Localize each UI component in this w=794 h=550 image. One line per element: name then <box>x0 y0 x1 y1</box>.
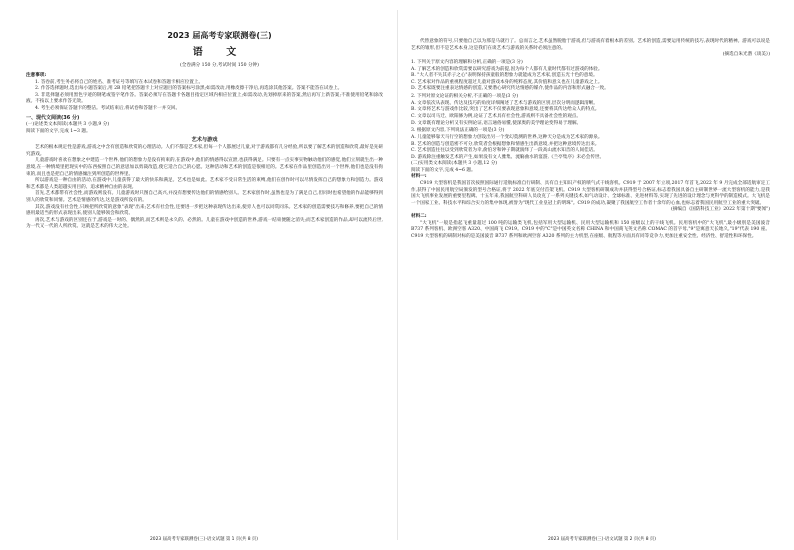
question-1-option-a: A. 了解艺术的创造和欣赏需要以研究游戏为前提,因为每个人都有儿童时代都有过游戏的体验。 <box>411 66 603 72</box>
question-2-option-b: B. 文章将艺术与游戏作比较,突出了艺术不仅要表现意象和意境,还要将其传达给众人的特点。 <box>411 107 600 113</box>
exam-title: 2023 届高考专家联测卷(三) <box>167 31 272 40</box>
article-paragraph: 再次,艺术与游戏的区别还在于,游戏是一时的、偶然的,而艺术则是永久的、必然的。儿童在游戏中创造的世界,游戏一结束便随之消失;而艺术家创造的作品,却可以流传后世,为一代又一代的人所欣赏。这就是艺术的伟大之处。 <box>26 217 383 230</box>
notice-item: 4. 考生必须保证答题卡的整洁。考试结束后,将试卷和答题卡一并交回。 <box>35 105 181 111</box>
subsection-heading: (二)实用类文本阅读(本题共 3 小题,12 分) <box>411 161 498 167</box>
question-2-option-a: A. 文章依次从表现、传达及技巧的角度详细阐述了艺术与游戏的区别,层次分明而逻辑清晰。 <box>411 100 598 106</box>
question-1: 1. 下列关于原文内容的理解和分析,正确的一项是(3 分) <box>411 59 523 65</box>
question-1-option-c: C. 艺术家对作品的重视程度超过儿童对游戏本身的纯粹态度,其价值和意义也在儿童游戏之上。 <box>411 79 603 85</box>
notice-item: 2. 作答选择题时,选出每小题答案后,用 2B 铅笔把答题卡上对应题目的答案标号涂黑;如需改动,用橡皮擦干净后,再选涂其他答案。答案不能答在试卷上。 <box>35 86 343 92</box>
article-paragraph: 艺术的根本规定性是游戏,游戏之中含有创造和欣赏的心理活动。人们不都是艺术家,但每一个人都展过儿童,对于游戏都有几分经验,所以要了解艺术的创造和欣赏,最好是先研究游戏。 <box>26 145 383 157</box>
page-footer-right: 2023 届高考专家联测卷(三)·语文试题 第 2 页(共 8 页) <box>548 537 657 542</box>
article-paragraph: 其次,游戏没有社会性,只顾把所欣赏的意象"表现"出来;艺术有社会性,还要进一步把这种表现传达出来,使旁人也可以同赏同乐。艺术家的创造需要技巧和修养,要把自己的情感用最适当的形式表现出来,使别人能够领会和欣赏。 <box>26 204 383 217</box>
subject-title: 语 文 <box>192 47 247 58</box>
question-3-option-d: D. 游戏除注重触发艺术的产生,如果没有文人雅集、流觞曲水的宴游,《兰亭集序》未必会传世。 <box>411 154 605 160</box>
right-page <box>397 0 794 550</box>
article-paragraph: 儿童游戏时喜欢在想象之中建造一个世界,他们的想象力是没有拘束的,在游戏中,他们的情感得以宣泄,也获得满足。只要有一点实事实物触动他们的感觉,他们立刻就生出一种意境,在一种情境里把现实中的东西按照自己的意思加以剪裁改造,使它适合自己的心愿。这种活动和艺术的创造是很相近的。艺术家在作品里创造出另一个世界,他们也是没有拘束的,而且也是把自己的情感倾注到所创造的世界里。 <box>26 158 383 177</box>
notice-heading: 注意事项: <box>26 73 47 78</box>
material-2-label: 材料二: <box>411 214 427 220</box>
question-2: 2. 下列对原文论证的相关分析,不正确的一项是(3 分) <box>411 93 519 99</box>
exam-meta: (全卷满分 150 分,考试时间 150 分钟) <box>180 63 259 68</box>
notice-item: 3. 非选择题必须用黑色字迹的钢笔或签字笔作答。答案必须写在答题卡各题目指定区域内相应位置上;如需改动,先划掉原来的答案,然后再写上新答案;不准使用铅笔和涂改液。不按以上要求作答无效。 <box>26 92 383 105</box>
article-paragraph: 首先,艺术都带有社会性,而游戏则没有。儿童游戏时只图自己高兴,并没有想要传达他们的情感给别人。艺术家创作时,虽然也是为了满足自己,但同时也希望他的作品能够得到别人的欣赏和同情。艺术是情感的传达,这是游戏所没有的。 <box>26 191 383 203</box>
article-source: (摘选自朱光潜《谈美》) <box>722 52 770 58</box>
question-1-option-b: B. "大人者不失其赤子之心"表明保持孩童般的想象力就能成为艺术家,创造五光十色的意境。 <box>411 73 598 79</box>
question-3-option-a: A. 儿童能够靠天马行空的想象力创设出另一个变幻莫测的世界,这种天分是成为艺术家的源泉。 <box>411 134 603 140</box>
notice-item: 1. 答卷前,考生务必将自己的姓名、准考证号等填写在本试卷和答题卡相应位置上。 <box>35 79 204 85</box>
question-1-option-d: D. 艺术家既要注重表达情感的创造,又要潜心研究传达情感的媒介,使作品的内容和形式融合一致。 <box>411 86 609 92</box>
subsection-heading: (一)论述类文本阅读(本题共 3 小题,9 分) <box>26 121 110 127</box>
question-3-option-c: C. 艺术创造往往以受到欣赏者为幸,俞伯牙和钟子期就演绎了一段高山流水知音的人间佳话。 <box>411 148 598 154</box>
article-continuation: 代替意象的符号,只要他自己以为那是马就行了。总而言之,艺术虽然脱胎于游戏,但与游戏有着根本的差别。艺术的创造,需要运用传统的技巧,表现时代的精神。游戏可以说是艺术的雏形,但不是艺术本身,这是我们在谈艺术与游戏的关系时必须注意的。 <box>411 39 770 51</box>
page-footer-left: 2023 届高考专家联测卷(三)·语文试题 第 1 页(共 8 页) <box>150 537 259 542</box>
section-heading: 一、现代文阅读(36 分) <box>26 114 80 121</box>
reading-instruction: 阅读下面的文字,完成 1~3 题。 <box>26 128 91 134</box>
material-1-text: C919 大型客机是我国首次按照国际通行适航标准自行研制、具有自主知识产权的喷气式干线客机。C919 于 2007 年立项,2017 年首飞,2022 年 9 月完成全部适航审定工作,获得了中国民用航空局颁发的型号合格证,将于 2022 年底交付首架飞机。C919 大型客机研制成功并获得型号合格证,标志着我国具备自主研制世界一流大型客机的能力,是我国大飞机事业发展的重要里程碑。十五年来,我国航空科研人员攻克了一系列关键技术,如气动设计、全球标准、先进材料等,实现了先进的设计理念与更科学的制造模式。大飞机是一个国家工业、科技水平和综合实力的集中体现,被誉为"现代工业皇冠上的明珠"。C919 的成功,凝聚了我国航空工作者十余年的心血,也标志着我国民用航空工业的重大突破。 <box>411 181 770 206</box>
question-2-option-c: C. 文章以司马迁、欧阳修为例,论证了艺术具有社会性,游戏则不具备社会性的观点。 <box>411 113 581 119</box>
article-title: 艺术与游戏 <box>191 137 218 144</box>
question-3: 3. 根据原文内容,下列说法正确的一项是(3 分) <box>411 128 505 134</box>
reading-instruction: 阅读下面的文字,完成 4~6 题。 <box>411 167 476 173</box>
material-1-source: (摘编自《国防科技工业》2022 年第十期"要闻") <box>670 207 770 213</box>
question-3-option-b: B. 艺术的创造与创造密不可分,欣赏者会根据想象和情感生出新意境,并把这种意境传达出来。 <box>411 141 600 147</box>
question-2-option-d: D. 文章既有理论分析又有实例论证,语言通俗易懂,使深奥的美学理论变得易于理解。 <box>411 120 582 126</box>
article-paragraph: 所以游戏是一种自由的活动,在游戏中,儿童获得了最大的快乐和满足。艺术也是如此。艺术家不受日常生活的束缚,他们在创作时可以尽情发挥自己的想象力和创造力。游戏和艺术都是人类超越实用目的、追求精神自由的表现。 <box>26 178 383 190</box>
material-2-text: "大飞机"一般是指起飞重量超过 100 吨的运输类飞机,包括军用大型运输机、民用大型运输机和 150 座级以上的干线飞机。民用客机中的"大飞机",最小级别是美国波音 B737 系列客机、欧洲空客 A320、中国商飞 C919。C919 中的"C"是中国英文名称 CHINA 和中国商飞英文名称 COMAC 的首字母,"9"是寓意天长地久,"19"代表 190 座。C919 大型客机的研制对标的是美国波音 B737 系列和欧洲空客 A320 系列的主力机型,在座级、航程等方面具有同等竞争力,更加注重安全性、经济性、舒适性和环保性。 <box>411 220 770 239</box>
material-1-label: 材料一: <box>411 174 427 180</box>
